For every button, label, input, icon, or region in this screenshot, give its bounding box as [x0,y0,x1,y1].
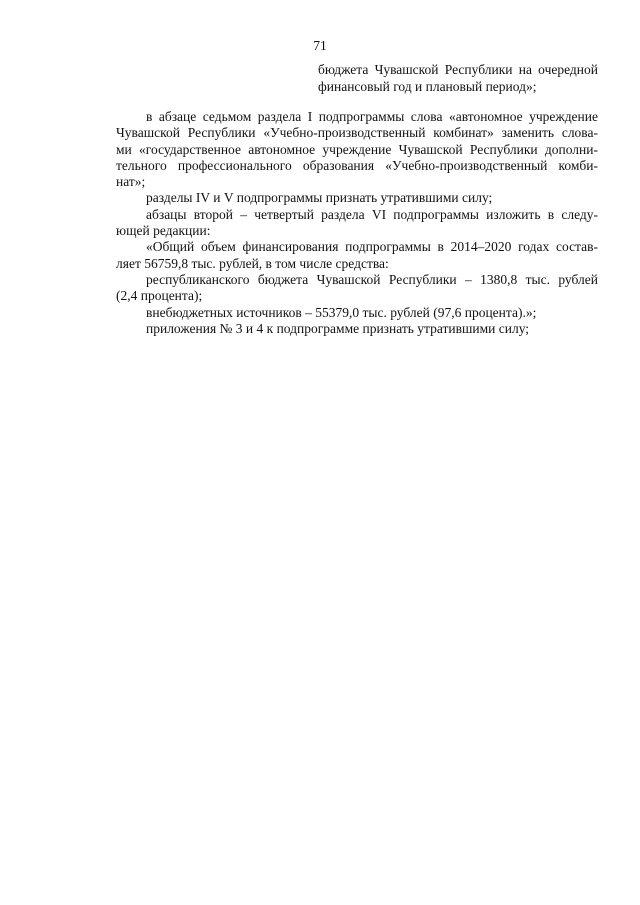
paragraph-1-line-4: тельного профессионального образования «Учебно-производственный комби- [116,157,598,173]
paragraph-1 [116,109,598,190]
paragraph-4-line-1: «Общий объем финансирования подпрограммы в 2014–2020 годах состав- [146,239,598,255]
paragraph-6-line-1: внебюджетных источников – 55379,0 тыс. рублей (97,6 процента).»; [146,304,537,320]
paragraph-3 [116,207,598,240]
paragraph-3-line-1: абзацы второй – четвертый раздела VI подпрограммы изложить в следу- [146,206,598,222]
paragraph-4 [116,239,598,272]
paragraph-1-line-1: в абзаце седьмом раздела I подпрограммы слова «автономное учреждение [146,109,598,124]
paragraph-5-line-2: (2,4 процента); [116,288,203,304]
paragraph-2-line-1: разделы IV и V подпрограммы признать утратившими силу; [146,190,493,206]
continued-text-line-1: бюджета Чувашской Республики на очередной [318,62,598,77]
paragraph-1-line-2: Чувашской Республики «Учебно-производственный комбинат» заменить слова- [116,125,598,141]
paragraph-1-line-3: ми «государственное автономное учреждение Чувашской Республики дополни- [116,141,598,157]
paragraph-6 [116,305,598,321]
paragraph-7 [116,321,598,337]
page-number: 71 [313,38,327,53]
document-body [116,109,598,337]
paragraph-1-line-5: нат»; [116,174,146,190]
continued-text-block [318,62,598,95]
paragraph-2 [116,190,598,206]
paragraph-3-line-2: ющей редакции: [116,223,211,239]
continued-text-line-2: финансовый год и плановый период»; [318,78,537,94]
paragraph-4-line-2: ляет 56759,8 тыс. рублей, в том числе средства: [116,255,389,271]
paragraph-5-line-1: республиканского бюджета Чувашской Республики – 1380,8 тыс. рублей [146,271,598,287]
paragraph-5 [116,272,598,305]
paragraph-7-line-1: приложения № 3 и 4 к подпрограмме признать утратившими силу; [146,320,530,336]
